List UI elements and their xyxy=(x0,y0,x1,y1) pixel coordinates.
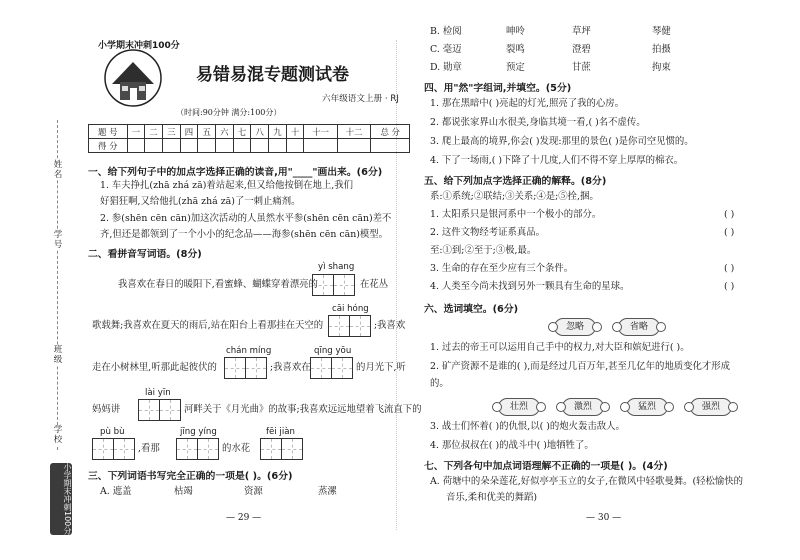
score-cell[interactable] xyxy=(162,139,180,153)
s3-option-d-word3: 甘蔗 xyxy=(572,62,591,73)
s6-q2: 2. 矿产资源不是谁的( ),而是经过几百万年,甚至几亿年的地质变化才形成 xyxy=(430,361,731,372)
s7-option-a-line1: A. 荷塘中的朵朵莲花,好似亭亭玉立的女子,在微风中轻歌曼舞。(轻松愉快的 xyxy=(430,476,743,487)
score-col: 三 xyxy=(162,125,180,139)
writing-box-4[interactable] xyxy=(310,357,353,379)
score-col: 一 xyxy=(127,125,145,139)
s4-q1: 1. 那在黑暗中( )亮起的灯光,照亮了我的心房。 xyxy=(430,98,624,109)
s2-line3-a: 走在小树林里,听那此起彼伏的 xyxy=(92,362,217,373)
s3-option-d: D. 勋章 xyxy=(430,62,462,73)
score-cell[interactable] xyxy=(269,139,287,153)
score-cell[interactable] xyxy=(371,139,410,153)
s3-option-a-word3: 资源 xyxy=(244,486,263,497)
s3-option-c-word3: 澄碧 xyxy=(572,44,591,55)
score-cell[interactable] xyxy=(215,139,233,153)
s5-zhi-definitions: 至:①到;②至于;③极,最。 xyxy=(430,245,537,256)
score-value-row xyxy=(89,139,410,153)
writing-box-6[interactable] xyxy=(92,438,135,460)
s3-option-a-word4: 蒸漯 xyxy=(318,486,337,497)
s3-option-a-word2: 枯竭 xyxy=(174,486,193,497)
pinyin-5: lài yīn xyxy=(145,388,171,398)
s2-line4-a: 妈妈讲 xyxy=(92,404,121,415)
section-5-title: 五、给下列加点字选择正确的解释。(8分) xyxy=(424,176,607,187)
score-col: 十一 xyxy=(304,125,337,139)
s3-option-b: B. 检阅 xyxy=(430,26,462,37)
s1-q1-line2: 好猖狂啊,又给他扎(zhā zhá zā)了一刺止痛剂。 xyxy=(100,196,301,207)
score-col: 八 xyxy=(251,125,269,139)
school-label: 学校 xyxy=(53,425,63,445)
page-number-right: — 30 — xyxy=(586,513,622,523)
score-cell[interactable] xyxy=(145,139,163,153)
writing-box-1[interactable] xyxy=(312,274,355,296)
score-col: 十二 xyxy=(337,125,370,139)
s4-q3: 3. 爬上最高的境界,你会( )发现:那里的景色( )是你司空见惯的。 xyxy=(430,136,694,147)
s2-line2-b: ;我喜欢 xyxy=(374,320,406,331)
word-choice-box: 省略 xyxy=(618,318,660,336)
score-col: 总 分 xyxy=(371,125,410,139)
s2-line2-a: 歌载舞;我喜欢在夏天的雨后,站在阳台上看那挂在天空的 xyxy=(92,320,324,331)
score-row-label: 得 分 xyxy=(89,139,128,153)
s2-line1-a: 我喜欢在春日的暖阳下,看蜜蜂、蝴蝶穿着漂亮的 xyxy=(118,279,318,290)
score-cell[interactable] xyxy=(251,139,269,153)
s5-x1: 1. 太阳系只是银河系中一个极小的部分。 xyxy=(430,209,602,220)
s4-q2: 2. 都说张家界山水很美,身临其境一看,( )名不虚传。 xyxy=(430,117,646,128)
writing-box-8[interactable] xyxy=(260,438,303,460)
pinyin-8: fēi jiàn xyxy=(266,427,295,437)
series-logo xyxy=(96,38,180,110)
s5-z2: 4. 人类至今尚未找到另外一颗具有生命的星球。 xyxy=(430,281,630,292)
s2-line1-b: 在花丛 xyxy=(360,279,389,290)
word-choice-box: 壮烈 xyxy=(498,398,540,416)
pinyin-6: pù bù xyxy=(100,427,125,437)
time-info: （时间:90分钟 满分:100分） xyxy=(176,108,282,117)
section-6-title: 六、选词填空。(6分) xyxy=(424,304,519,315)
score-col: 十 xyxy=(286,125,304,139)
name-field-label: 姓名 xyxy=(53,160,63,180)
score-col: 九 xyxy=(269,125,287,139)
score-col: 五 xyxy=(198,125,216,139)
writing-box-7[interactable] xyxy=(176,438,219,460)
s1-q2-line2: 齐,但还是都领到了一个小小的纪念品——海参(shēn cēn cān)模型。 xyxy=(100,229,389,240)
class-label: 班级 xyxy=(53,345,63,365)
s5-xi-definitions: 系:①系统;②联结;③关系;④是;⑤拴,捆。 xyxy=(430,191,599,202)
s4-q4: 4. 下了一场雨,( )下降了十几度,人们不得不穿上厚厚的棉衣。 xyxy=(430,155,684,166)
s6-q2-cont: 的。 xyxy=(430,378,449,389)
s2-line4-b: 河畔关于《月光曲》的故事;我喜欢远远地望着飞流直下的 xyxy=(184,404,422,415)
page-number-left: — 29 — xyxy=(226,513,262,523)
s3-option-d-word4: 拘束 xyxy=(652,62,671,73)
section-1-title: 一、给下列句子中的加点字选择正确的读音,用"____"画出来。(6分) xyxy=(88,167,383,178)
page-fold xyxy=(396,40,397,530)
s6-q3: 3. 战士们怀着( )的仇恨,以( )的炮火轰击敌人。 xyxy=(430,421,625,432)
score-header-row xyxy=(89,125,410,139)
score-table xyxy=(88,124,410,153)
s3-option-c-word2: 裂鸣 xyxy=(506,44,525,55)
word-choice-box: 激烈 xyxy=(562,398,604,416)
s1-q1-line1: 1. 车夫挣扎(zhā zhá zā)着站起来,但又给他按倒在地上,我们 xyxy=(100,180,353,191)
writing-box-2[interactable] xyxy=(328,315,371,337)
word-choice-box: 猛烈 xyxy=(626,398,668,416)
s3-option-b-word3: 草坪 xyxy=(572,26,591,37)
page-title: 易错易混专题测试卷 xyxy=(196,65,349,85)
score-cell[interactable] xyxy=(337,139,370,153)
pinyin-2: cāi hóng xyxy=(332,304,369,314)
score-cell[interactable] xyxy=(198,139,216,153)
score-cell[interactable] xyxy=(304,139,337,153)
pinyin-4: qīng yōu xyxy=(314,346,352,356)
s7-option-a-line2: 音乐,柔和优美的舞蹈) xyxy=(446,492,538,503)
answer-paren[interactable]: ( ) xyxy=(724,209,735,220)
s3-option-c-word4: 拍摄 xyxy=(652,44,671,55)
answer-paren[interactable]: ( ) xyxy=(724,227,735,238)
word-choice-box: 强烈 xyxy=(690,398,732,416)
section-3-title: 三、下列词语书写完全正确的一项是( )。(6分) xyxy=(88,471,293,482)
s3-option-b-word4: 琴健 xyxy=(652,26,671,37)
section-4-title: 四、用"然"字组词,并填空。(5分) xyxy=(424,83,572,94)
pinyin-3: chán míng xyxy=(226,346,272,356)
s5-x2: 2. 这件文物经考证系真品。 xyxy=(430,227,546,238)
s1-q2-line1: 2. 参(shēn cēn cān)加这次活动的人虽然水平参(shēn cēn cān)差不 xyxy=(100,213,392,224)
logo-arc-text: 小学期末冲刺100分 xyxy=(98,41,180,51)
s2-line5-b: 的水花 xyxy=(222,443,251,454)
section-2-title: 二、看拼音写词语。(8分) xyxy=(88,249,202,260)
score-col: 二 xyxy=(145,125,163,139)
section-7-title: 七、下列各句中加点词语理解不正确的一项是( )。(4分) xyxy=(424,461,668,472)
s6-q1: 1. 过去的帝王可以运用自己手中的权力,对大臣和嫔妃进行( )。 xyxy=(430,342,690,353)
score-col: 七 xyxy=(233,125,251,139)
writing-box-3[interactable] xyxy=(224,357,267,379)
s2-line3-c: 的月光下,听 xyxy=(356,362,406,373)
s2-line5-a: ,看那 xyxy=(138,443,160,454)
pinyin-7: jīng yíng xyxy=(180,427,217,437)
score-cell[interactable] xyxy=(233,139,251,153)
score-col: 四 xyxy=(180,125,198,139)
score-cell[interactable] xyxy=(127,139,145,153)
margin-badge: 小学期末冲刺100分 xyxy=(50,463,72,535)
s5-z1: 3. 生命的存在至少应有三个条件。 xyxy=(430,263,574,274)
s3-option-b-word2: 呻呤 xyxy=(506,26,525,37)
s6-q4: 4. 那位叔叔在( )的战斗中( )地牺牲了。 xyxy=(430,440,594,451)
student-id-label: 学号 xyxy=(53,230,63,250)
answer-paren[interactable]: ( ) xyxy=(724,281,735,292)
score-col: 六 xyxy=(215,125,233,139)
word-choice-box: 忽略 xyxy=(554,318,596,336)
s2-line3-b: ;我喜欢在 xyxy=(270,362,311,373)
answer-paren[interactable]: ( ) xyxy=(724,263,735,274)
score-col: 题 号 xyxy=(89,125,128,139)
s3-option-a: A. 遮盖 xyxy=(100,486,132,497)
s3-option-d-word2: 预定 xyxy=(506,62,525,73)
score-cell[interactable] xyxy=(180,139,198,153)
score-cell[interactable] xyxy=(286,139,304,153)
grade-label: 六年级语文上册 · RJ xyxy=(322,94,399,104)
pinyin-1: yì shang xyxy=(318,262,355,272)
writing-box-5[interactable] xyxy=(138,399,181,421)
s3-option-c: C. 毫迈 xyxy=(430,44,462,55)
